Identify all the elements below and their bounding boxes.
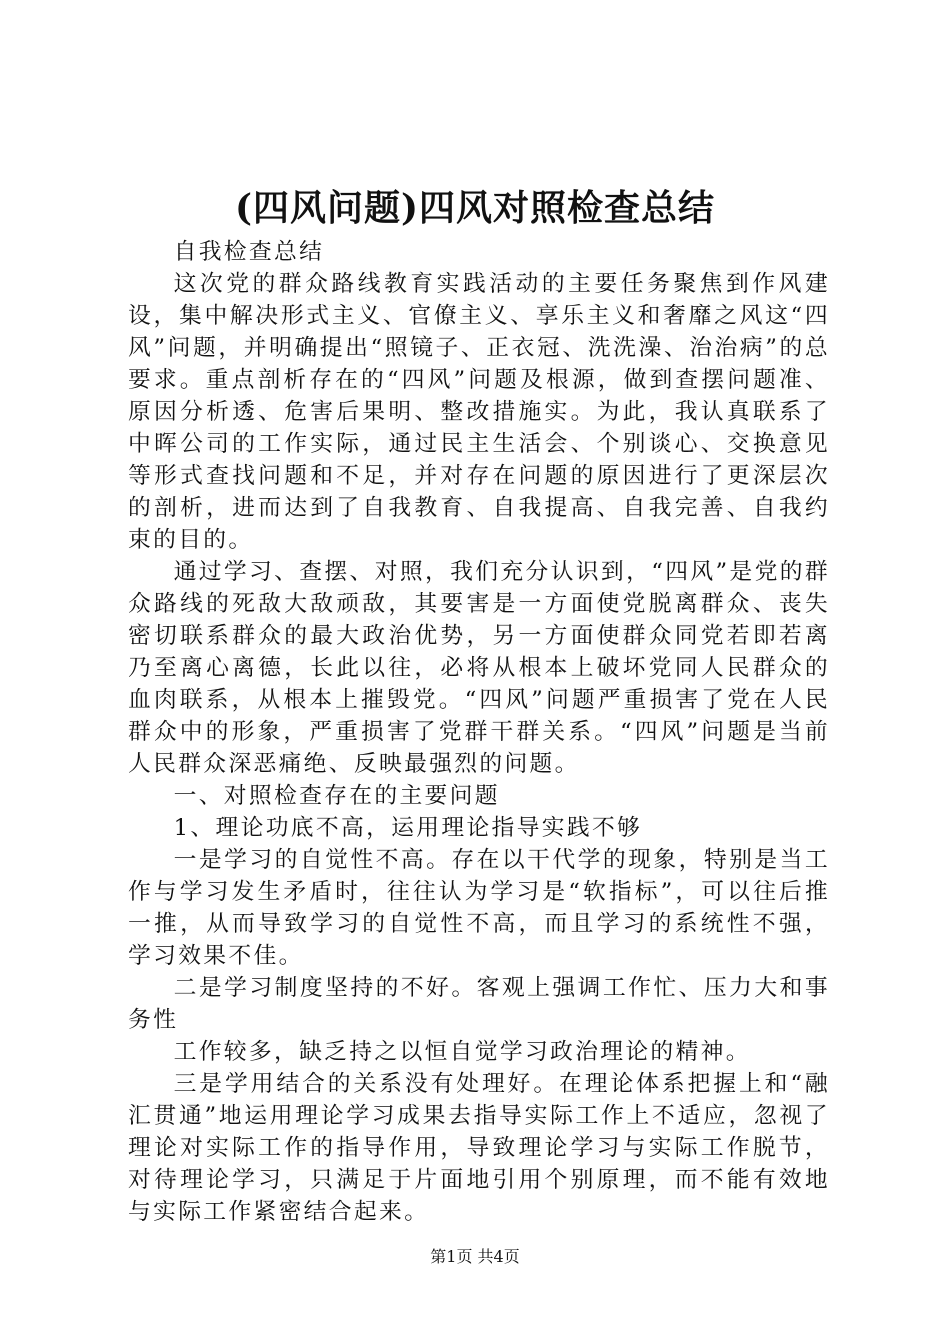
paragraph: 一是学习的自觉性不高。存在以干代学的现象，特别是当工作与学习发生矛盾时，往往认为学习是“软指标”，可以往后推一推，从而导致学习的自觉性不高，而且学习的系统性不强，学习效果不佳。 (128, 847, 830, 969)
section-heading: 一、对照检查存在的主要问题 (173, 783, 500, 809)
paragraph-heading: 自我检查总结 (173, 239, 325, 265)
document-body (128, 236, 830, 1228)
paragraph: 三是学用结合的关系没有处理好。在理论体系把握上和“融汇贯通”地运用理论学习成果去指导实际工作上不适应，忽视了理论对实际工作的指导作用，导致理论学习与实际工作脱节，对待理论学习，只满足于片面地引用个别原理，而不能有效地与实际工作紧密结合起来。 (128, 1071, 830, 1225)
paragraph: 通过学习、查摆、对照，我们充分认识到，“四风”是党的群众路线的死敌大敌顽敌，其要害是一方面使党脱离群众、丧失密切联系群众的最大政治优势，另一方面使群众同党若即若离乃至离心离德，长此以往，必将从根本上破坏党同人民群众的血肉联系，从根本上摧毁党。“四风”问题严重损害了党在人民群众中的形象，严重损害了党群干群关系。“四风”问题是当前人民群众深恶痛绝、反映最强烈的问题。 (128, 559, 830, 777)
page-footer: 第1页 共4页 (430, 1247, 520, 1266)
document-title: (四风问题)四风对照检查总结 (234, 187, 716, 229)
paragraph: 二是学习制度坚持的不好。客观上强调工作忙、压力大和事务性 (128, 975, 830, 1033)
subsection-heading: 1、理论功底不高，运用理论指导实践不够 (173, 815, 643, 841)
paragraph: 工作较多，缺乏持之以恒自觉学习政治理论的精神。 (173, 1039, 751, 1065)
paragraph: 这次党的群众路线教育实践活动的主要任务聚焦到作风建设，集中解决形式主义、官僚主义、享乐主义和奢靡之风这“四风”问题，并明确提出“照镜子、正衣冠、洗洗澡、治治病”的总要求。重点剖析存在的“四风”问题及根源，做到查摆问题准、原因分析透、危害后果明、整改措施实。为此，我认真联系了中晖公司的工作实际，通过民主生活会、个别谈心、交换意见等形式查找问题和不足，并对存在问题的原因进行了更深层次的剖析，进而达到了自我教育、自我提高、自我完善、自我约束的目的。 (128, 271, 830, 553)
